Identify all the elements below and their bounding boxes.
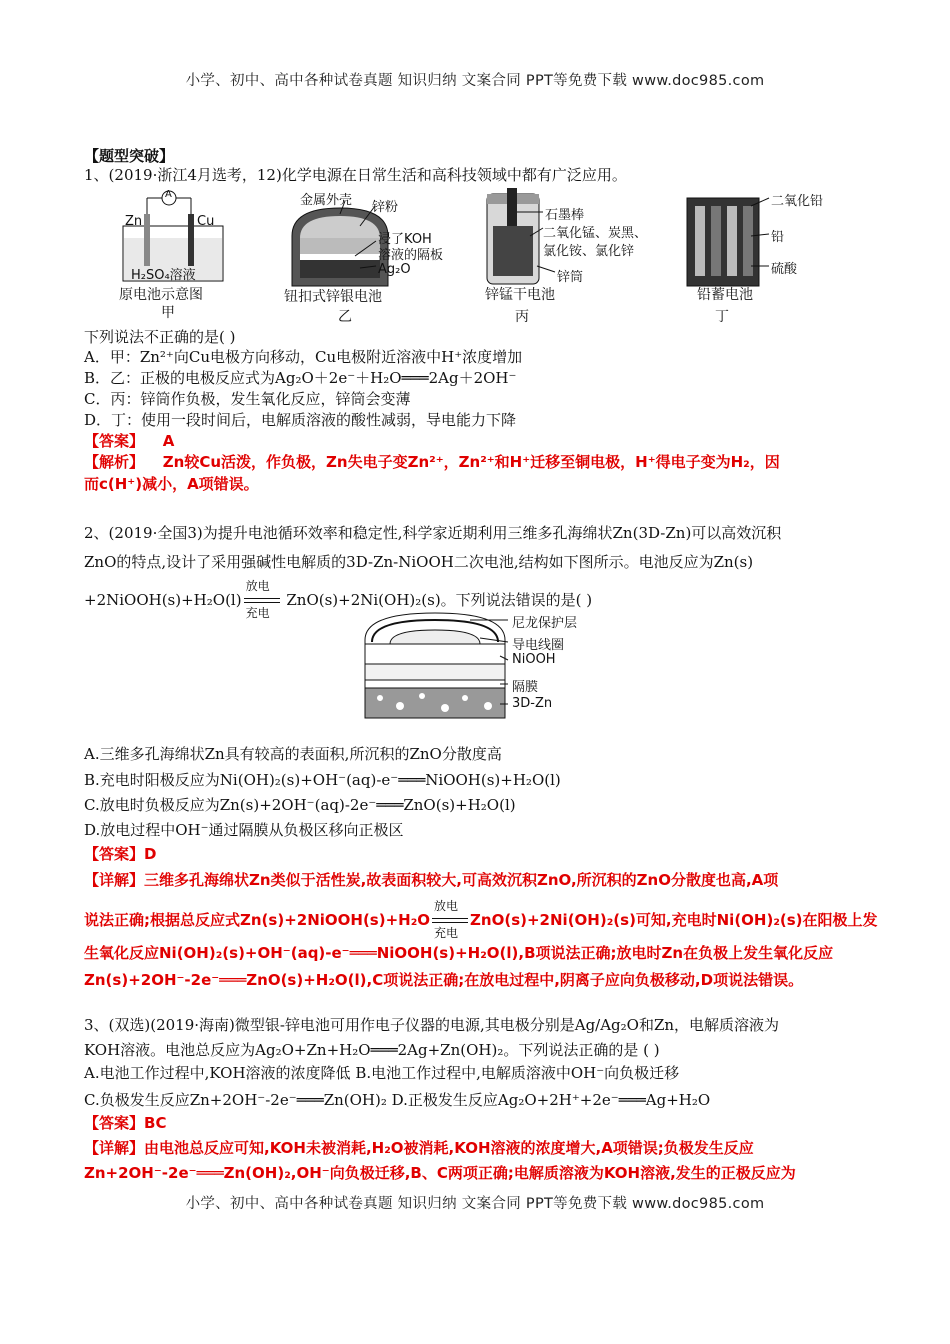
q3-detail-line-1	[84, 1138, 754, 1158]
q1-option-a: A．甲：Zn²⁺向Cu电极方向移动，Cu电极附近溶液中H⁺浓度增加	[84, 348, 523, 366]
nylon-layer-label: 尼龙保护层	[512, 616, 578, 631]
q2-detail-line-3: 生氧化反应Ni(OH)₂(s)+OH⁻(aq)-e⁻═══NiOOH(s)+H₂O(l),B项说法正确;放电时Zn在负极上发生氧化反应	[84, 944, 834, 962]
answer-value: BC	[144, 1114, 167, 1132]
figure-caption: 钮扣式锌银电池	[284, 289, 382, 305]
answer-value: A	[162, 432, 175, 450]
section-title: 【题型突破】	[84, 147, 175, 165]
q2-option-d: D.放电过程中OH⁻通过隔膜从负极区移向正极区	[84, 821, 404, 839]
q3-options-cd: C.负极发生反应Zn+2OH⁻-2e⁻═══Zn(OH)₂ D.正极发生反应Ag₂O+2H⁺+2e⁻═══Ag+H₂O	[84, 1091, 711, 1109]
q2-option-c: C.放电时负极反应为Zn(s)+2OH⁻(aq)-2e⁻═══ZnO(s)+H₂O(l)	[84, 796, 516, 814]
discharge-label: 放电	[434, 898, 459, 913]
ag2o-label: Ag₂O	[378, 262, 411, 277]
page-footer: 小学、初中、高中各种试卷真题 知识归纳 文案合同 PPT等免费下载 www.doc985.com	[185, 1196, 765, 1212]
discharge-label: 放电	[245, 579, 270, 593]
q3-answer-line	[84, 1113, 166, 1133]
metal-shell-label: 金属外壳	[300, 193, 353, 208]
membrane-label: 隔膜	[512, 680, 539, 695]
q3-options-ab: A.电池工作过程中,KOH溶液的浓度降低 B.电池工作过程中,电解质溶液中OH⁻向负极迁移	[84, 1064, 680, 1082]
sulfuric-acid-label: 硫酸	[771, 262, 798, 277]
mixture-label-2: 氯化铵、氯化锌	[543, 244, 635, 259]
pbo2-label: 二氧化铅	[771, 194, 824, 209]
separator-label-1: 浸了KOH	[378, 232, 432, 247]
figure-bing	[485, 186, 670, 326]
answer-label: 【答案】	[84, 432, 145, 450]
q2-answer-line	[84, 844, 156, 864]
q2-option-a: A.三维多孔海绵状Zn具有较高的表面积,所沉积的ZnO分散度高	[84, 745, 502, 763]
q2-stem-1: 2、(2019·全国3)为提升电池循环效率和稳定性,科学家近期利用三维多孔海绵状Zn(3D-Zn)可以高效沉积	[84, 524, 782, 542]
equation-right: ZnO(s)+2Ni(OH)₂(s)。下列说法错误的是( )	[286, 591, 593, 609]
cu-electrode-label: Cu	[197, 214, 215, 229]
detail-eq-left: 说法正确;根据总反应式Zn(s)+2NiOOH(s)+H₂O	[84, 911, 431, 929]
ammeter-label: A	[165, 189, 172, 200]
charge-label: 充电	[434, 925, 459, 940]
q1-option-c: C．丙：锌筒作负极，发生氧化反应，锌筒会变薄	[84, 390, 411, 408]
equation-left: +2NiOOH(s)+H₂O(l)	[84, 591, 242, 609]
detail-label: 【详解】	[84, 1139, 145, 1157]
q2-option-b: B.充电时阳极反应为Ni(OH)₂(s)+OH⁻(aq)-e⁻═══NiOOH(s)+H₂O(l)	[84, 771, 561, 789]
answer-label: 【答案】	[84, 1114, 145, 1132]
mixture-label-1: 二氧化锰、炭黑、	[543, 226, 648, 241]
zinc-can-label: 锌筒	[557, 270, 584, 285]
lead-label: 铅	[771, 230, 785, 245]
figure-tag: 丙	[515, 309, 529, 325]
q2-detail-line-4: Zn(s)+2OH⁻-2e⁻═══ZnO(s)+H₂O(l),C项说法正确;在放电过程中,阴离子应向负极移动,D项说法错误。	[84, 971, 804, 989]
figure-caption: 原电池示意图	[119, 287, 203, 303]
3d-zn-label: 3D-Zn	[512, 696, 553, 711]
graphite-rod-label: 石墨棒	[545, 208, 585, 223]
q3-stem-1: 3、(双选)(2019·海南)微型银-锌电池可用作电子仪器的电源,其电极分别是Ag/Ag₂O和Zn，电解质溶液为	[84, 1016, 780, 1034]
q2-detail-line-1	[84, 870, 778, 890]
reversible-arrow	[242, 579, 282, 620]
figure-jia	[115, 186, 230, 321]
page-header: 小学、初中、高中各种试卷真题 知识归纳 文案合同 PPT等免费下载 www.doc985.com	[185, 73, 765, 89]
q2-detail-line-2	[84, 898, 878, 940]
figure-ding	[685, 186, 845, 326]
figure-yi	[280, 186, 470, 326]
q1-stem: 1、(2019·浙江4月选考，12)化学电源在日常生活和高科技领域中都有广泛应用。	[84, 166, 627, 184]
q1-analysis-line-2: 而c(H⁺)减小，A项错误。	[84, 475, 259, 493]
q3-detail-line-2: Zn+2OH⁻-2e⁻═══Zn(OH)₂,OH⁻向负极迁移,B、C两项正确;电解质溶液为KOH溶液,发生的正极反应为	[84, 1164, 796, 1182]
conductive-coil-label: 导电线圈	[512, 638, 565, 653]
q3-stem-2: KOH溶液。电池总反应为Ag₂O+Zn+H₂O═══2Ag+Zn(OH)₂。下列说法正确的是 ( )	[84, 1041, 660, 1059]
separator-label-2: 溶液的隔板	[378, 248, 444, 263]
figure-tag: 乙	[338, 309, 352, 325]
figure-caption: 铅蓄电池	[697, 287, 753, 303]
q2-battery-figure	[360, 608, 600, 723]
reversible-arrow	[430, 898, 470, 940]
q1-option-d: D．丁：使用一段时间后，电解质溶液的酸性减弱，导电能力下降	[84, 411, 517, 429]
q1-analysis-line-1	[84, 452, 780, 472]
detail-text: 由电池总反应可知,KOH未被消耗,H₂O被消耗,KOH溶液的浓度增大,A项错误;负极发生反应	[144, 1139, 754, 1157]
q2-equation	[84, 579, 593, 620]
figure-caption: 锌锰干电池	[485, 287, 555, 303]
q2-stem-2: ZnO的特点,设计了采用强碱性电解质的3D-Zn-NiOOH二次电池,结构如下图所示。电池反应为Zn(s)	[84, 553, 754, 571]
detail-label: 【详解】	[84, 871, 145, 889]
q1-answer-line	[84, 431, 174, 451]
zinc-powder-label: 锌粉	[372, 200, 399, 215]
zn-electrode-label: Zn	[125, 214, 143, 229]
detail-text: 三维多孔海绵状Zn类似于活性炭,故表面积较大,可高效沉积ZnO,所沉积的ZnO分散度也高,A项	[144, 871, 779, 889]
niooh-label: NiOOH	[512, 652, 556, 667]
detail-eq-right: ZnO(s)+2Ni(OH)₂(s)可知,充电时Ni(OH)₂(s)在阳极上发	[470, 911, 878, 929]
answer-value: D	[144, 845, 157, 863]
figure-tag: 甲	[161, 305, 175, 321]
answer-label: 【答案】	[84, 845, 145, 863]
analysis-label: 【解析】	[84, 453, 145, 471]
charge-label: 充电	[245, 606, 270, 620]
figure-tag: 丁	[715, 309, 729, 325]
q1-question: 下列说法不正确的是( )	[84, 328, 236, 346]
solution-label: H₂SO₄溶液	[131, 268, 196, 283]
q1-option-b: B．乙：正极的电极反应式为Ag₂O＋2e⁻＋H₂O═══2Ag＋2OH⁻	[84, 369, 517, 387]
analysis-text: Zn较Cu活泼，作负极，Zn失电子变Zn²⁺，Zn²⁺和H⁺迁移至铜电极，H⁺得电子变为H₂，因	[162, 453, 780, 471]
